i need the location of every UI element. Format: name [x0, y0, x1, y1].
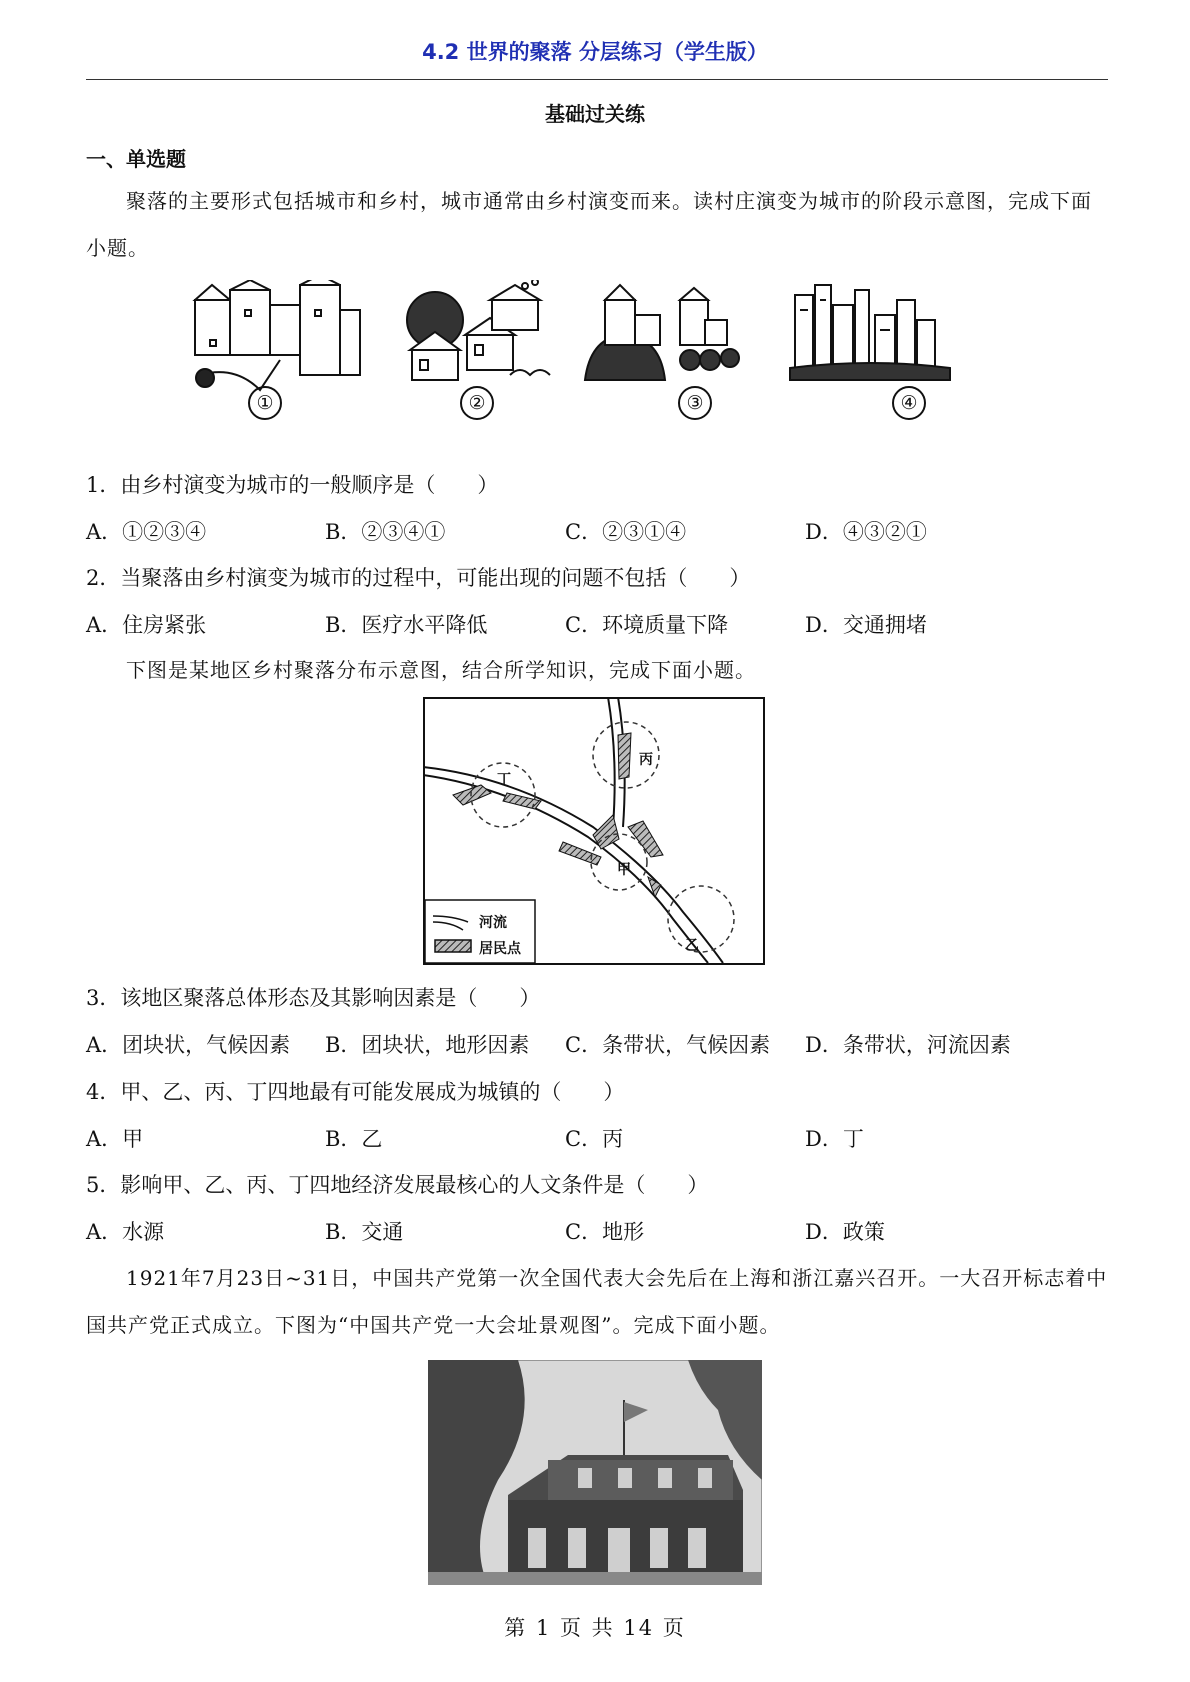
settlement-map-figure [423, 697, 765, 965]
q4-option-b: B．乙 [325, 1127, 383, 1151]
place-label-ding: 丁 [497, 772, 511, 788]
q4-option-d: D．丁 [805, 1127, 864, 1151]
place-label-yi: 乙 [685, 938, 699, 954]
q1-option-a: A．①②③④ [86, 520, 207, 544]
stage-label-3: ③ [678, 386, 712, 420]
section-title: 基础过关练 [545, 102, 645, 126]
stage-2-illustration [407, 280, 550, 380]
q3-option-a: A．团块状，气候因素 [86, 1033, 291, 1057]
q5-option-d: D．政策 [805, 1220, 885, 1244]
question-5-stem: 5．影响甲、乙、丙、丁四地经济发展最核心的人文条件是（ ） [86, 1173, 709, 1197]
settlement-evolution-figure [190, 280, 1010, 415]
header-divider [86, 79, 1108, 80]
question-type-heading: 一、单选题 [86, 147, 186, 171]
document-title: 4.2 世界的聚落 分层练习（学生版） [422, 40, 768, 64]
stage-1-illustration [195, 280, 360, 390]
q2-option-d: D．交通拥堵 [805, 613, 927, 637]
stage-4-illustration [790, 285, 950, 380]
question-2-stem: 2．当聚落由乡村演变为城市的过程中，可能出现的问题不包括（ ） [86, 566, 751, 590]
q3-option-c: C．条带状，气候因素 [565, 1033, 771, 1057]
q1-option-b: B．②③④① [325, 520, 446, 544]
stage-3-illustration [585, 285, 739, 380]
intro-paragraph-2: 下图是某地区乡村聚落分布示意图，结合所学知识，完成下面小题。 [126, 658, 756, 682]
q2-option-c: C．环境质量下降 [565, 613, 729, 637]
legend-settlement: 居民点 [479, 941, 521, 957]
intro-paragraph-1: 聚落的主要形式包括城市和乡村，城市通常由乡村演变而来。读村庄演变为城市的阶段示意图，完成下面小题。 [86, 189, 1092, 260]
legend-river: 河流 [479, 915, 507, 931]
q5-option-a: A．水源 [86, 1220, 165, 1244]
q3-option-d: D．条带状，河流因素 [805, 1033, 1011, 1057]
q2-option-a: A．住房紧张 [86, 613, 207, 637]
q4-option-a: A．甲 [86, 1127, 144, 1151]
q5-option-c: C．地形 [565, 1220, 645, 1244]
q2-option-b: B．医疗水平降低 [325, 613, 488, 637]
q1-option-c: C．②③①④ [565, 520, 687, 544]
question-1-stem: 1．由乡村演变为城市的一般顺序是（ ） [86, 473, 499, 497]
place-label-jia: 甲 [617, 862, 631, 878]
q4-option-c: C．丙 [565, 1127, 624, 1151]
q5-option-b: B．交通 [325, 1220, 404, 1244]
stage-label-2: ② [460, 386, 494, 420]
first-congress-site-photo [428, 1360, 762, 1585]
q1-option-d: D．④③②① [805, 520, 927, 544]
question-4-stem: 4．甲、乙、丙、丁四地最有可能发展成为城镇的（ ） [86, 1080, 625, 1104]
question-3-stem: 3．该地区聚落总体形态及其影响因素是（ ） [86, 986, 541, 1010]
stage-label-4: ④ [892, 386, 926, 420]
stage-label-1: ① [248, 386, 282, 420]
place-label-bing: 丙 [639, 752, 653, 768]
page-footer: 第 1 页 共 14 页 [504, 1616, 686, 1640]
intro-paragraph-3: 1921年7月23日~31日，中国共产党第一次全国代表大会先后在上海和浙江嘉兴召开。一大召开标志着中国共产党正式成立。下图为“中国共产党一大会址景观图”。完成下面小题。 [86, 1266, 1108, 1337]
q3-option-b: B．团块状，地形因素 [325, 1033, 530, 1057]
